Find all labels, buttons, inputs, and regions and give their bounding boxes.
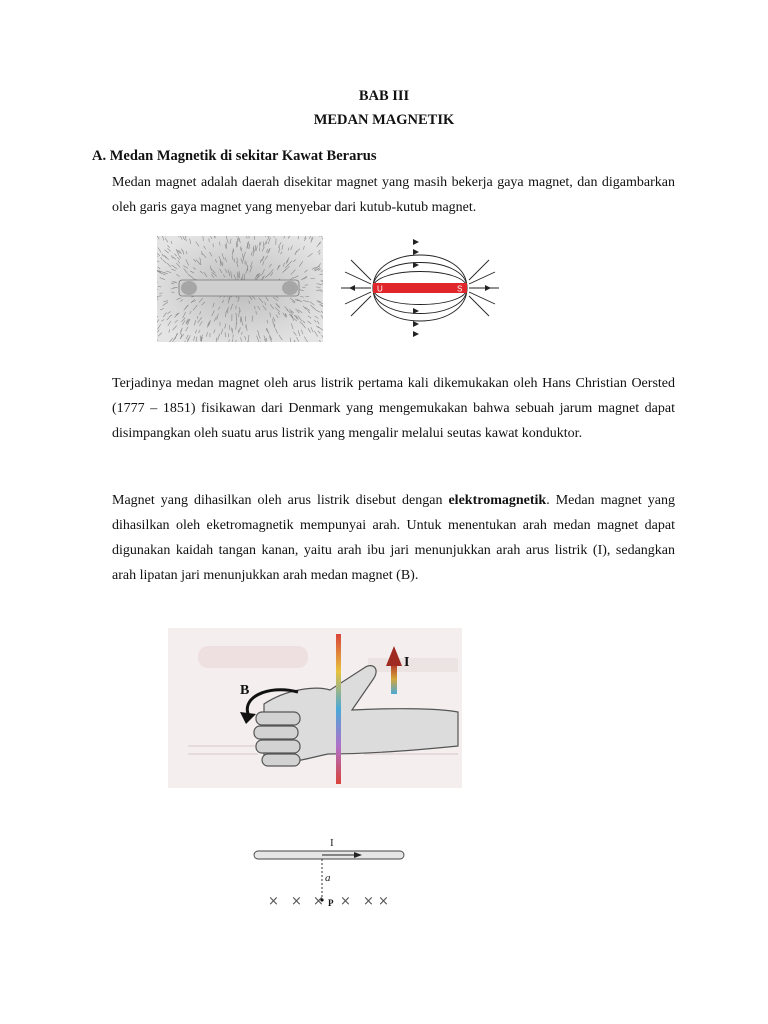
- current-label-i: I: [404, 655, 410, 670]
- distance-label-a: a: [325, 872, 331, 884]
- point-label-p: P: [328, 898, 334, 908]
- wire-point-p-diagram: [250, 832, 410, 912]
- paragraph-oersted-text: Terjadinya medan magnet oleh arus listrik pertama kali dikemukakan oleh Hans Christian Oersted (1777 – 1851) fisikawan dari Denmark yang mengemukakan bahwa sebuah jarum magnet dapat disimpangkan oleh suatu arus listrik yang mengalir melalui seutas kawat konduktor.: [112, 376, 675, 441]
- term-elektromagnetik: elektromagnetik: [448, 493, 547, 508]
- paragraph-elektromagnetik: [112, 488, 675, 588]
- paragraph-oersted: [112, 371, 675, 446]
- cross-mark: ×: [291, 894, 302, 909]
- bar-magnet-field-diagram: [333, 236, 507, 342]
- field-label-b: B: [240, 683, 250, 698]
- bar-magnet: [373, 283, 467, 293]
- paragraph-elektromagnetik-start: Magnet yang dihasilkan oleh arus listrik disebut dengan: [112, 493, 449, 508]
- paragraph-elektromagnetik-end: . Medan magnet yang dihasilkan oleh eketromagnetik mempunyai arah. Untuk menentukan arah medan magnet dapat digunakan kaidah tangan kanan, yaitu arah ibu jari menunjukkan arah arus listrik (I), sedangkan arah lipatan jari menunjukkan arah medan magnet (B).: [112, 493, 675, 583]
- right-hand-rule-image: [168, 628, 462, 788]
- paragraph-elektromagnetik-text: [112, 488, 675, 588]
- paragraph-definition: [112, 170, 675, 220]
- chapter-title: MEDAN MAGNETIK: [313, 112, 455, 128]
- cross-mark: ×: [340, 894, 351, 909]
- cross-mark: ×: [313, 894, 324, 909]
- chapter-label: BAB III: [358, 88, 410, 104]
- wire-current-label: I: [330, 837, 334, 849]
- iron-filings-image: [157, 236, 323, 342]
- magnet-pole-south-label: S: [457, 284, 463, 294]
- cross-mark: ×: [378, 894, 389, 909]
- paragraph-definition-text: Medan magnet adalah daerah disekitar magnet yang masih bekerja gaya magnet, dan digambarkan oleh garis gaya magnet yang menyebar dari kutub-kutub magnet.: [112, 175, 675, 215]
- magnet-pole-north-label: U: [377, 284, 383, 294]
- cross-mark: ×: [363, 894, 374, 909]
- cross-mark: ×: [268, 894, 279, 909]
- section-heading: A. Medan Magnetik di sekitar Kawat Berarus: [92, 148, 377, 164]
